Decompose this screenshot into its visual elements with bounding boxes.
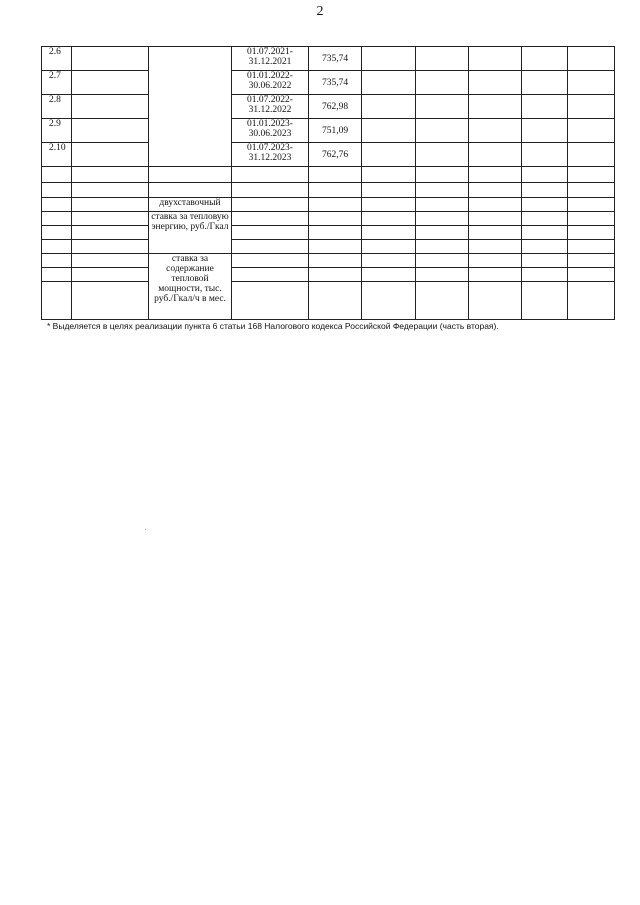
period-cell: 01.07.2021- 31.12.2021 [232, 47, 309, 71]
two-part-label: двухставочный [149, 198, 232, 212]
table-row [42, 71, 615, 95]
table-row [42, 282, 615, 320]
table-row [42, 254, 615, 268]
table-row [42, 240, 615, 254]
table-row [42, 198, 615, 212]
tariff-value: 735,74 [309, 47, 362, 71]
tariff-table [41, 46, 615, 320]
table-row [42, 226, 615, 240]
table-row [42, 268, 615, 282]
row-number: 2.9 [42, 119, 72, 143]
table-row [42, 183, 615, 198]
footnote: * Выделяется в целях реализации пункта 6 статьи 168 Налогового кодекса Российской Федерации (часть вторая). [47, 321, 499, 331]
page-number: 2 [316, 4, 324, 19]
scan-speck [145, 529, 146, 530]
period-cell: 01.01.2022- 30.06.2022 [232, 71, 309, 95]
row-number: 2.8 [42, 95, 72, 119]
capacity-rate-label: ставка за содержание тепловой мощности, тыс. руб./Гкал/ч в мес. [149, 254, 232, 320]
tariff-value: 762,76 [309, 143, 362, 167]
tariff-value: 762,98 [309, 95, 362, 119]
table-row [42, 95, 615, 119]
row-number: 2.6 [42, 47, 72, 71]
energy-rate-label: ставка за тепловую энергию, руб./Гкал [149, 212, 232, 254]
table-row [42, 167, 615, 183]
table-row [42, 143, 615, 167]
period-cell: 01.07.2022- 31.12.2022 [232, 95, 309, 119]
tariff-value: 751,09 [309, 119, 362, 143]
tariff-value: 735,74 [309, 71, 362, 95]
row-number: 2.7 [42, 71, 72, 95]
table-row [42, 119, 615, 143]
period-cell: 01.01.2023- 30.06.2023 [232, 119, 309, 143]
row-number: 2.10 [42, 143, 72, 167]
table-row [42, 212, 615, 226]
table-row [42, 47, 615, 71]
merged-empty-cell [149, 47, 232, 167]
period-cell: 01.07.2023- 31.12.2023 [232, 143, 309, 167]
